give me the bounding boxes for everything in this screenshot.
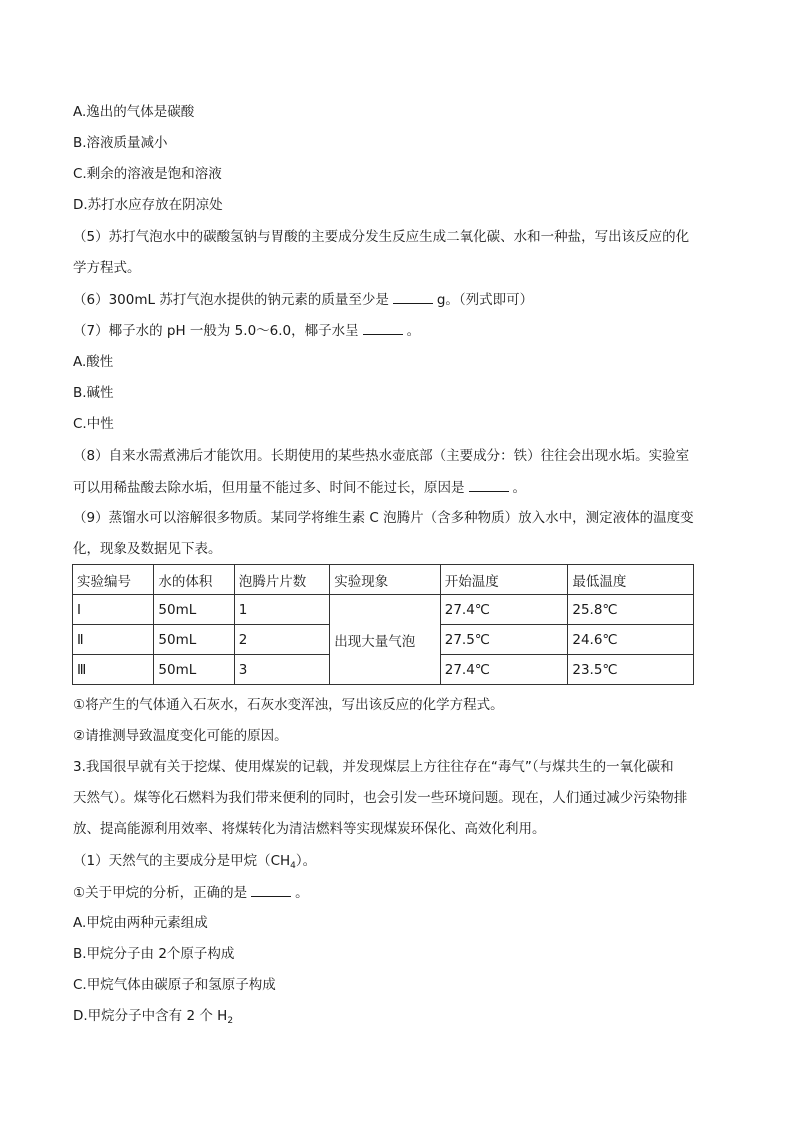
question-9-line-2: 化，现象及数据见下表。: [73, 541, 222, 557]
question-6-text: （6）300mL 苏打气泡水提供的钠元素的质量至少是: [73, 292, 389, 308]
table-cell-count: 3: [234, 655, 329, 685]
table-header-cell: 泡腾片片数: [234, 565, 329, 595]
table-cell-volume: 50mL: [154, 625, 234, 655]
option-d-3: [73, 1006, 233, 1031]
answer-blank: [469, 477, 509, 492]
table-cell-id: Ⅱ: [73, 625, 154, 655]
question-3-part-1a-text: ①关于甲烷的分析，正确的是: [73, 885, 248, 901]
table-header-cell: 实验编号: [73, 565, 154, 595]
subscript: 2: [227, 1016, 234, 1026]
table-cell-min-temp: 24.6℃: [568, 625, 694, 655]
question-6: [73, 289, 533, 310]
table-cell-volume: 50mL: [154, 595, 234, 625]
question-7-suffix: 。: [406, 323, 421, 339]
table-cell-start-temp: 27.4℃: [440, 595, 568, 625]
option-b-1: B.溶液质量减小: [73, 135, 168, 151]
question-3-line-1: 3.我国很早就有关于挖煤、使用煤炭的记载，并发现煤层上方往往存在“毒气”（与煤共生的一氧化碳和: [73, 759, 674, 775]
table-header-cell: 开始温度: [440, 565, 568, 595]
option-a-2: A.酸性: [73, 354, 114, 370]
question-3-line-2: 天然气）。煤等化石燃料为我们带来便利的同时，也会引发一些环境问题。现在，人们通过减少污染物排: [73, 790, 688, 806]
option-c-1: C.剩余的溶液是饱和溶液: [73, 166, 222, 182]
option-d-1: D.苏打水应存放在阴凉处: [73, 197, 223, 213]
answer-blank: [393, 289, 433, 304]
question-3-line-3: 放、提高能源利用效率、将煤转化为清洁燃料等实现煤炭环保化、高效化利用。: [73, 821, 546, 837]
question-8-suffix: 。: [512, 480, 526, 496]
question-5-line-1: （5）苏打气泡水中的碳酸氢钠与胃酸的主要成分发生反应生成二氧化碳、水和一种盐，写出该反应的化: [73, 229, 690, 245]
table-cell-start-temp: 27.5℃: [440, 625, 568, 655]
question-8-line-1: （8）自来水需煮沸后才能饮用。长期使用的某些热水壶底部（主要成分：铁）往往会出现水垢。实验室: [73, 448, 690, 464]
question-7: [73, 320, 420, 341]
subquestion-1: ①将产生的气体通入石灰水，石灰水变浑浊，写出该反应的化学方程式。: [73, 697, 504, 713]
option-c-3: C.甲烷气体由碳原子和氢原子构成: [73, 977, 276, 993]
question-5-line-2: 学方程式。: [73, 260, 141, 276]
answer-blank: [251, 882, 291, 897]
question-7-text: （7）椰子水的 pH 一般为 5.0～6.0，椰子水呈: [73, 323, 359, 339]
table-cell-count: 2: [234, 625, 329, 655]
question-3-part-1-suffix: ）。: [295, 853, 317, 869]
table-header-cell: 最低温度: [568, 565, 694, 595]
question-3-part-1a: [73, 882, 309, 903]
question-6-suffix: g。（列式即可）: [436, 292, 534, 308]
option-d-3-text: D.甲烷分子中含有 2 个 H: [73, 1008, 228, 1024]
option-c-2: C.中性: [73, 416, 114, 432]
table-header-cell: 水的体积: [154, 565, 234, 595]
table-cell-count: 1: [234, 595, 329, 625]
option-b-2: B.碱性: [73, 385, 114, 401]
subscript: 4: [290, 861, 296, 871]
question-8-line-2: [73, 477, 526, 498]
question-9-line-1: （9）蒸馏水可以溶解很多物质。某同学将维生素 C 泡腾片（含多种物质）放入水中，测定液体的温度变: [73, 510, 694, 526]
question-3-part-1a-suffix: 。: [295, 885, 309, 901]
table-cell-id: Ⅲ: [73, 655, 154, 685]
subquestion-2: ②请推测导致温度变化可能的原因。: [73, 728, 288, 744]
question-8-text: 可以用稀盐酸去除水垢，但用量不能过多、时间不能过长，原因是: [73, 480, 465, 496]
table-row: [73, 595, 694, 625]
answer-blank: [363, 320, 403, 335]
table-cell-id: Ⅰ: [73, 595, 154, 625]
table-cell-phenomenon: 出现大量气泡: [330, 595, 441, 685]
table-cell-min-temp: 25.8℃: [568, 595, 694, 625]
experiment-table: [72, 564, 694, 685]
option-a-3: A.甲烷由两种元素组成: [73, 915, 208, 931]
question-3-part-1: [73, 851, 316, 876]
option-b-3: B.甲烷分子由 2个原子构成: [73, 946, 235, 962]
table-cell-volume: 50mL: [154, 655, 234, 685]
table-header-cell: 实验现象: [330, 565, 441, 595]
question-3-part-1-text: （1）天然气的主要成分是甲烷（CH: [73, 853, 291, 869]
table-header-row: [73, 565, 694, 595]
table-cell-start-temp: 27.4℃: [440, 655, 568, 685]
option-a-1: A.逸出的气体是碳酸: [73, 104, 195, 120]
table-cell-min-temp: 23.5℃: [568, 655, 694, 685]
